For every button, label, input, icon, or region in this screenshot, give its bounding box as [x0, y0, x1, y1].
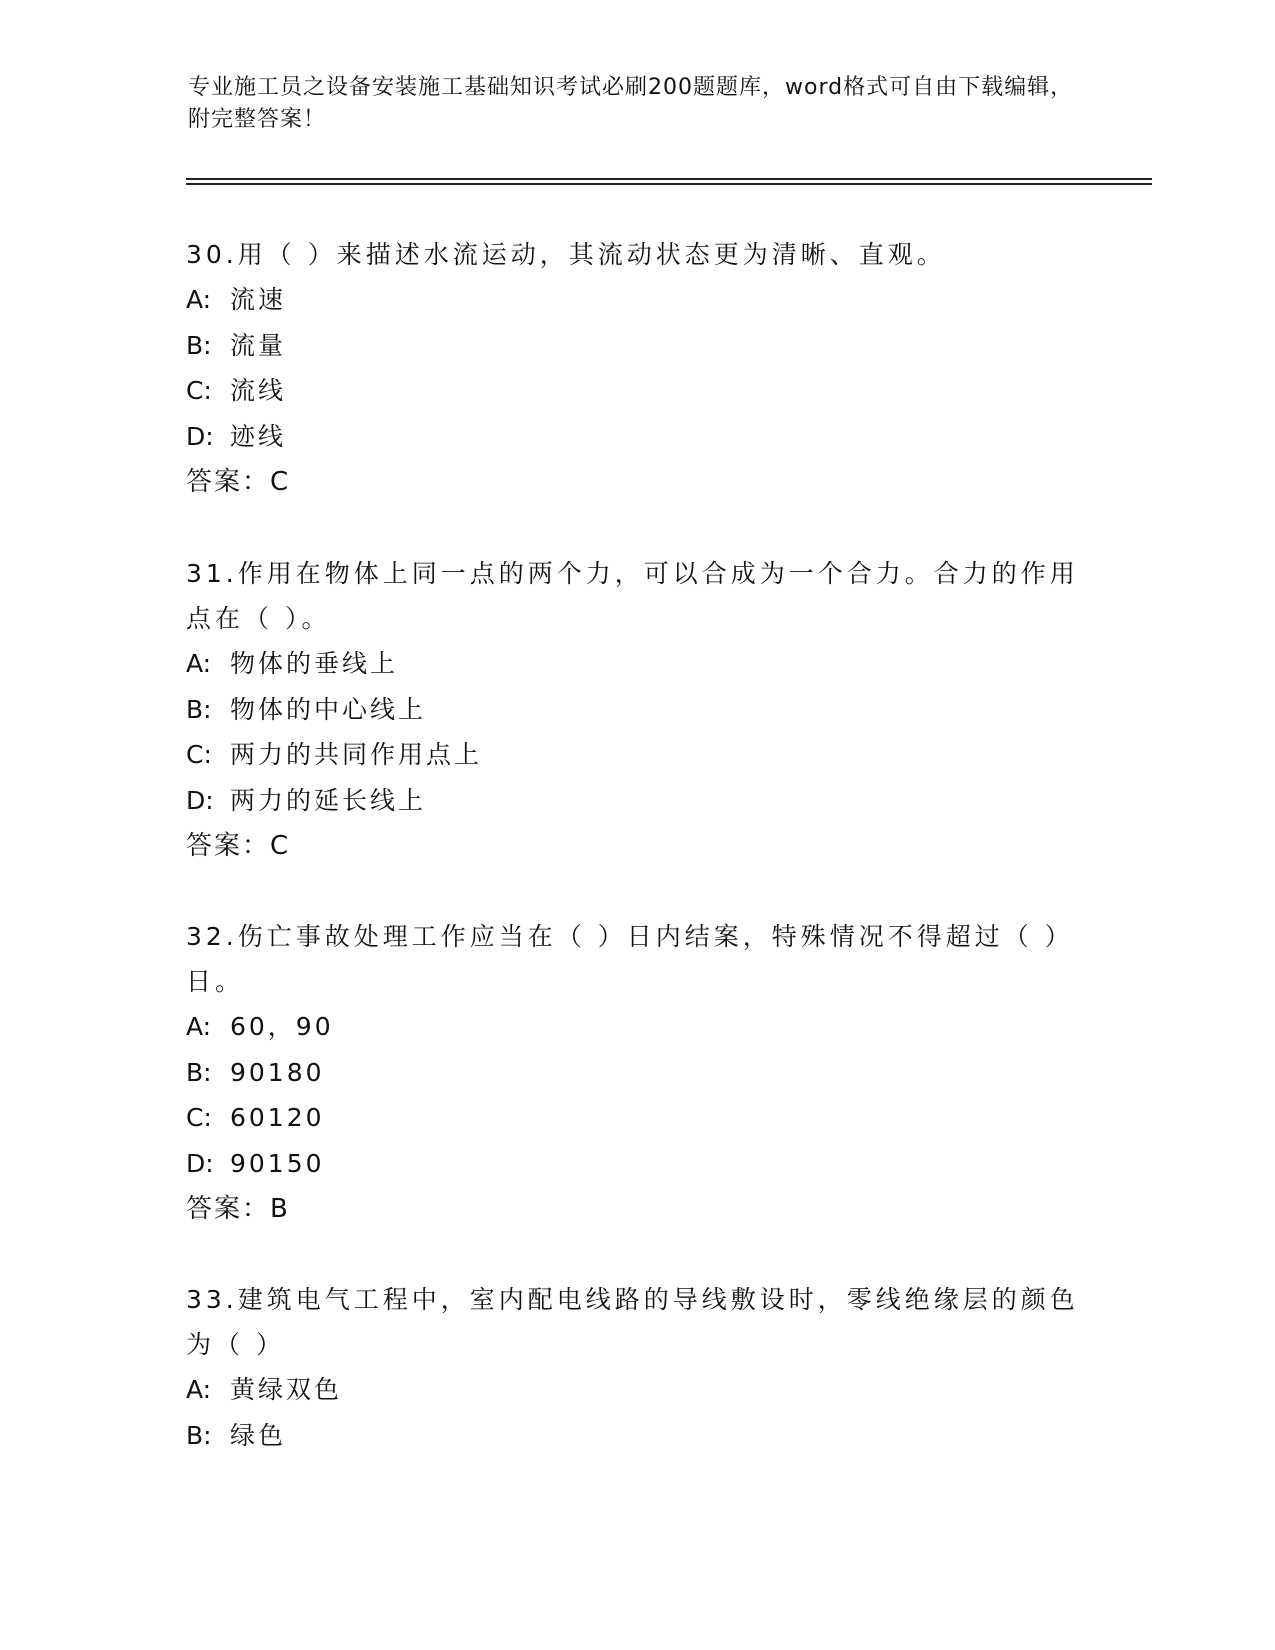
option-text: 物体的垂线上: [230, 649, 399, 678]
option-text: 迹线: [230, 421, 287, 451]
answer-value: B: [270, 1194, 289, 1224]
question-stem: 33.建筑电气工程中，室内配电线路的导线敷设时，零线绝缘层的颜色为（ ）: [186, 1285, 1079, 1359]
option-letter: B:: [186, 1057, 212, 1087]
option-text: 两力的延长线上: [230, 785, 427, 815]
option-letter: D:: [186, 421, 214, 451]
option-letter: B:: [186, 694, 212, 724]
option-text: 流速: [230, 285, 287, 314]
option-letter: D:: [186, 785, 214, 815]
option-letter: A:: [186, 1375, 212, 1404]
answer-value: C: [270, 831, 290, 861]
option-letter: C:: [186, 1103, 212, 1132]
option-a: [186, 641, 1086, 687]
option-text: 黄绿双色: [230, 1375, 343, 1404]
question-stem: 31.作用在物体上同一点的两个力，可以合成为一个合力。合力的作用点在（ ）。: [186, 559, 1079, 633]
option-b: [186, 1413, 1086, 1459]
option-d: [186, 778, 1086, 824]
option-a: [186, 1004, 1086, 1050]
option-text: 流线: [230, 376, 287, 405]
option-text: 60，90: [230, 1012, 334, 1041]
option-letter: B:: [186, 330, 212, 360]
option-text: 物体的中心线上: [230, 694, 427, 724]
option-c: [186, 1095, 1086, 1141]
option-d: [186, 414, 1086, 460]
answer-label: 答案：: [186, 831, 271, 861]
question-stem: 32.伤亡事故处理工作应当在（ ）日内结案，特殊情况不得超过（ ）日。: [186, 922, 1074, 996]
answer-value: C: [270, 467, 290, 497]
option-letter: C:: [186, 740, 212, 769]
option-a: [186, 277, 1086, 323]
answer-label: 答案：: [186, 467, 271, 497]
option-letter: D:: [186, 1148, 214, 1178]
answer-line: [186, 1186, 1086, 1232]
header-divider-top: [186, 178, 1152, 180]
option-c: [186, 368, 1086, 414]
document-header: 专业施工员之设备安装施工基础知识考试必刷200题题库，word格式可自由下载编辑，附完整答案！: [188, 75, 1074, 132]
answer-line: [186, 459, 1086, 505]
option-text: 流量: [230, 330, 287, 360]
option-b: [186, 687, 1086, 733]
option-letter: C:: [186, 376, 212, 405]
answer-label: 答案：: [186, 1194, 271, 1224]
header-divider-bottom: [186, 183, 1152, 185]
option-text: 90150: [230, 1148, 325, 1178]
question-stem: 30.用（ ）来描述水流运动，其流动状态更为清晰、直观。: [186, 240, 946, 269]
question-30: [186, 232, 1086, 505]
option-text: 绿色: [230, 1420, 287, 1450]
option-letter: A:: [186, 649, 212, 678]
question-33: [186, 1277, 1086, 1458]
option-c: [186, 732, 1086, 778]
question-32: [186, 914, 1086, 1232]
option-text: 60120: [230, 1103, 325, 1132]
option-letter: A:: [186, 285, 212, 314]
option-letter: B:: [186, 1420, 212, 1450]
option-text: 90180: [230, 1057, 325, 1087]
question-31: [186, 551, 1086, 869]
option-letter: A:: [186, 1012, 212, 1041]
option-a: [186, 1367, 1086, 1413]
option-d: [186, 1141, 1086, 1187]
option-b: [186, 1050, 1086, 1096]
answer-line: [186, 823, 1086, 869]
option-text: 两力的共同作用点上: [230, 740, 483, 769]
option-b: [186, 323, 1086, 369]
